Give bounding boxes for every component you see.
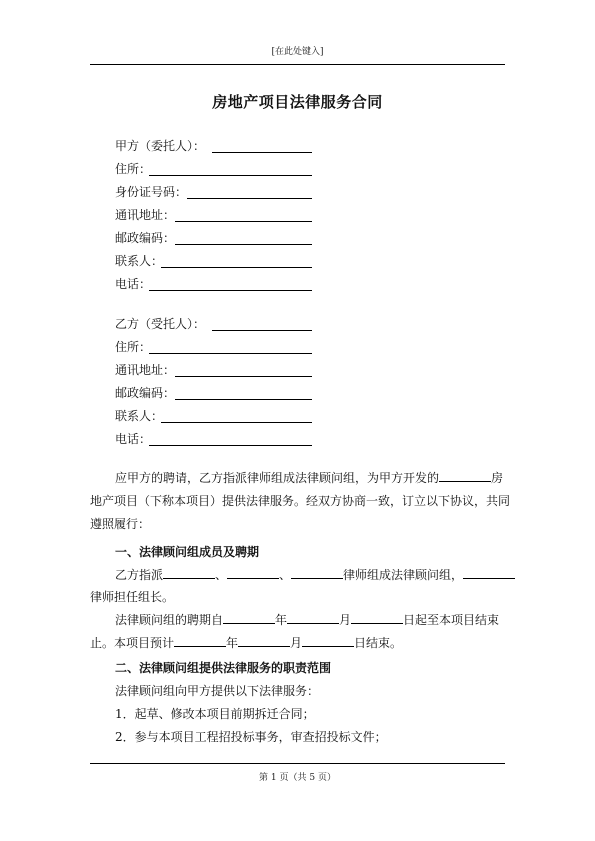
party-b-postcode-field[interactable] <box>115 386 175 400</box>
s1-month-1: 月 <box>339 613 352 627</box>
s1-p2-text-a: 法律顾问组的聘期自 <box>115 613 224 627</box>
footer-rule <box>90 763 505 764</box>
section-2-item-2: 2．参与本项目工程招投标事务，审查招投标文件； <box>115 730 387 744</box>
intro-text-a: 应甲方的聘请，乙方指派律师组成法律顾问组，为甲方开发的 <box>115 471 440 485</box>
party-b-phone-label: 电话： <box>115 432 152 446</box>
start-month-blank[interactable] <box>287 612 339 624</box>
party-a-id-field[interactable] <box>115 185 187 199</box>
party-b-mail-address-field[interactable] <box>115 363 175 377</box>
party-b-mail-address-label: 通讯地址： <box>115 363 176 377</box>
s1-sep-2: 、 <box>279 568 292 582</box>
party-b-name-field[interactable] <box>115 317 205 331</box>
s1-year-1: 年 <box>275 613 288 627</box>
party-b-mail-address-blank[interactable] <box>175 376 312 377</box>
section-1-para-2-line-1 <box>115 611 499 628</box>
party-a-mail-address-blank[interactable] <box>175 221 312 222</box>
header-rule <box>90 64 505 65</box>
party-a-name-field[interactable] <box>115 139 205 153</box>
s1-p2-text-b: 日起至本项目结束 <box>403 613 500 627</box>
section-2-para-1: 法律顾问组向甲方提供以下法律服务： <box>115 684 320 698</box>
start-day-blank[interactable] <box>351 612 403 624</box>
party-a-contact-label: 联系人： <box>115 254 164 268</box>
intro-line-1 <box>115 469 503 486</box>
party-b-name-blank[interactable] <box>212 330 312 331</box>
section-1-para-2-line-2 <box>90 634 402 651</box>
party-a-phone-label: 电话： <box>115 277 152 291</box>
intro-line-2: 地产项目（下称本项目）提供法律服务。经双方协商一致，订立以下协议，共同 <box>90 494 511 508</box>
party-b-contact-label: 联系人： <box>115 409 164 423</box>
party-a-address-field[interactable] <box>115 162 151 176</box>
party-a-mail-address-label: 通讯地址： <box>115 208 176 222</box>
section-1-para-1-line-1 <box>115 566 515 583</box>
party-b-address-blank[interactable] <box>149 353 312 354</box>
team-leader-blank[interactable] <box>463 567 515 579</box>
lawyer-2-blank[interactable] <box>227 567 279 579</box>
party-b-address-label: 住所： <box>115 340 152 354</box>
section-2-item-1: 1．起草、修改本项目前期拆迁合同； <box>115 707 315 721</box>
s1-year-2: 年 <box>226 636 239 650</box>
party-b-name-label: 乙方（受托人）： <box>115 317 206 331</box>
party-a-postcode-label: 邮政编码： <box>115 231 176 245</box>
end-year-blank[interactable] <box>174 635 226 647</box>
intro-line-3: 遵照履行： <box>90 517 151 531</box>
party-b-contact-blank[interactable] <box>161 422 312 423</box>
party-a-postcode-field[interactable] <box>115 231 175 245</box>
party-a-id-blank[interactable] <box>187 198 312 199</box>
section-2-heading: 二、法律顾问组提供法律服务的职责范围 <box>115 661 332 675</box>
project-name-blank[interactable] <box>439 470 491 482</box>
party-a-mail-address-field[interactable] <box>115 208 175 222</box>
party-b-address-field[interactable] <box>115 340 151 354</box>
party-a-contact-field[interactable] <box>115 254 163 268</box>
party-a-contact-blank[interactable] <box>161 267 312 268</box>
party-a-address-label: 住所： <box>115 162 152 176</box>
page-footer: 第 1 页（共 5 页） <box>259 773 336 783</box>
party-a-name-blank[interactable] <box>212 152 312 153</box>
document-title: 房地产项目法律服务合同 <box>212 93 383 111</box>
party-b-phone-field[interactable] <box>115 432 151 446</box>
s1-p1-text-a: 乙方指派 <box>115 568 164 582</box>
party-b-postcode-blank[interactable] <box>175 399 312 400</box>
party-a-name-label: 甲方（委托人）： <box>115 139 206 153</box>
party-b-phone-blank[interactable] <box>149 445 312 446</box>
start-year-blank[interactable] <box>223 612 275 624</box>
party-a-phone-field[interactable] <box>115 277 151 291</box>
lawyer-1-blank[interactable] <box>163 567 215 579</box>
section-1-heading: 一、法律顾问组成员及聘期 <box>115 545 260 559</box>
party-a-postcode-blank[interactable] <box>175 244 312 245</box>
end-month-blank[interactable] <box>238 635 290 647</box>
s1-month-2: 月 <box>290 636 303 650</box>
section-1-para-1-line-2: 律师担任组长。 <box>90 590 175 604</box>
s1-p1-text-b: 律师组成法律顾问组， <box>343 568 464 582</box>
party-b-postcode-label: 邮政编码： <box>115 386 176 400</box>
intro-text-b: 房 <box>491 471 504 485</box>
party-a-phone-blank[interactable] <box>149 290 312 291</box>
end-day-blank[interactable] <box>302 635 354 647</box>
party-b-contact-field[interactable] <box>115 409 163 423</box>
party-a-address-blank[interactable] <box>149 175 312 176</box>
page-header: [在此处键入] <box>271 47 324 57</box>
party-a-id-label: 身份证号码： <box>115 185 188 199</box>
s1-p2-text-c: 止。本项目预计 <box>90 636 175 650</box>
s1-sep-1: 、 <box>215 568 228 582</box>
s1-p2-text-end: 日结束。 <box>354 636 403 650</box>
lawyer-3-blank[interactable] <box>291 567 343 579</box>
